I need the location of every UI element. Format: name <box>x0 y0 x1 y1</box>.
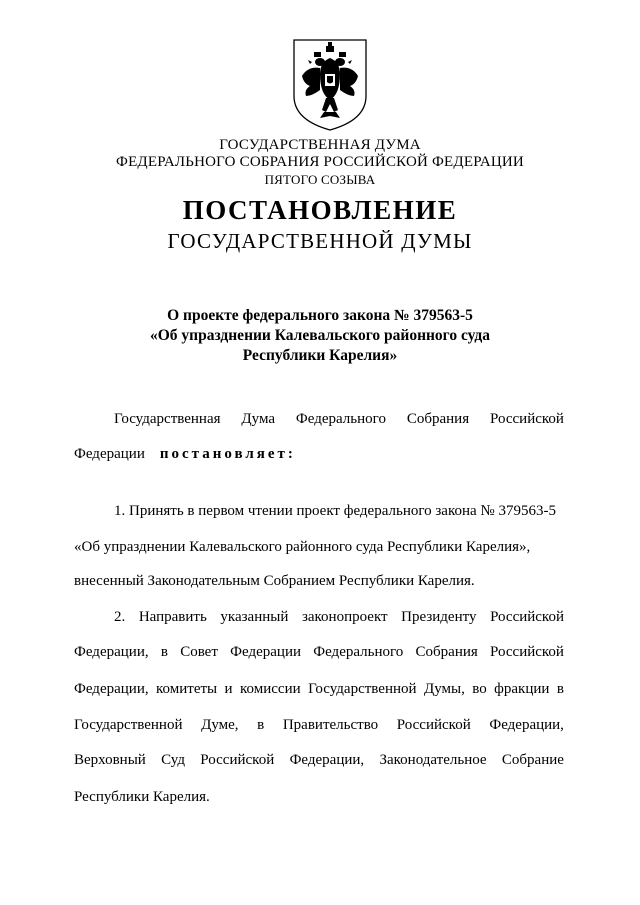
item1-line-3: внесенный Законодательным Собранием Республики Карелия. <box>74 573 475 589</box>
item2-line-4 <box>74 716 564 734</box>
item2-word: во <box>472 681 487 697</box>
item2-word: Собрания <box>415 644 478 660</box>
subject-line-3: Республики Карелия» <box>242 347 398 364</box>
item2-word: Направить <box>138 609 207 625</box>
item2-word: Президенту <box>401 609 477 625</box>
item2-word: комиссии <box>240 681 301 697</box>
item2-word: и <box>224 681 233 697</box>
preamble-line-2 <box>74 445 564 463</box>
item1-line-1: 1. Принять в первом чтении проект федерального закона № 379563-5 <box>114 503 556 519</box>
item2-line-5 <box>74 751 564 769</box>
preamble-word: Дума <box>241 411 276 427</box>
item2-word: 2. <box>114 609 126 625</box>
preamble-subject: Федерации <box>74 446 145 462</box>
item2-word: Федерации, <box>74 681 149 697</box>
header-line-1: ГОСУДАРСТВЕННАЯ ДУМА <box>219 137 421 153</box>
item2-line-2 <box>74 643 564 661</box>
item2-word: Государственной <box>308 681 417 697</box>
item1-line-2: «Об упразднении Калевальского районного суда Республики Карелия», <box>74 539 531 555</box>
subject-line-1: О проекте федерального закона № 379563-5 <box>167 307 473 324</box>
item2-word: Суд <box>161 752 185 768</box>
preamble-word: Федерального <box>295 411 386 427</box>
item2-word: Правительство <box>282 717 379 733</box>
item2-word: Федерального <box>313 644 404 660</box>
item2-word: Государственной <box>74 717 183 733</box>
preamble-word: Государственная <box>114 411 221 427</box>
item2-word: Собрание <box>501 752 564 768</box>
item2-word: комитеты <box>156 681 218 697</box>
item2-line-6: Республики Карелия. <box>74 789 210 805</box>
double-headed-eagle-icon <box>290 36 370 132</box>
item2-word: Российской <box>396 717 471 733</box>
item2-word: в <box>556 681 564 697</box>
preamble-line-1 <box>74 410 564 428</box>
item2-line-3 <box>74 680 564 698</box>
item2-word: фракции <box>494 681 550 697</box>
item2-word: в <box>257 717 265 733</box>
item2-word: Верховный <box>74 752 146 768</box>
header-line-2: ФЕДЕРАЛЬНОГО СОБРАНИЯ РОССИЙСКОЙ ФЕДЕРАЦИИ <box>116 154 524 170</box>
document-subtitle: ГОСУДАРСТВЕННОЙ ДУМЫ <box>167 229 473 253</box>
item2-word: Совет <box>180 644 218 660</box>
item2-word: Законодательное <box>379 752 487 768</box>
header-line-3: ПЯТОГО СОЗЫВА <box>264 172 376 187</box>
coat-of-arms-emblem <box>290 36 370 132</box>
item2-word: указанный <box>220 609 289 625</box>
item2-word: Федерации, <box>489 717 564 733</box>
item2-word: Российской <box>200 752 275 768</box>
item2-line-1 <box>74 608 564 626</box>
item2-word: Федерации, <box>289 752 365 768</box>
item2-word: Российской <box>490 609 564 625</box>
item2-word: Думе, <box>201 717 239 733</box>
decision-word: постановляет: <box>159 446 296 462</box>
item2-word: Федерации <box>230 644 301 660</box>
preamble-word: Российской <box>490 411 564 427</box>
item2-word: законопроект <box>301 609 388 625</box>
item2-word: в <box>160 644 168 660</box>
subject-line-2: «Об упразднении Калевальского районного суда <box>149 327 490 344</box>
preamble-word: Собрания <box>406 411 470 427</box>
item2-word: Российской <box>490 644 564 660</box>
item2-word: Федерации, <box>74 644 149 660</box>
item2-word: Думы, <box>423 681 465 697</box>
document-title: ПОСТАНОВЛЕНИЕ <box>182 195 458 225</box>
